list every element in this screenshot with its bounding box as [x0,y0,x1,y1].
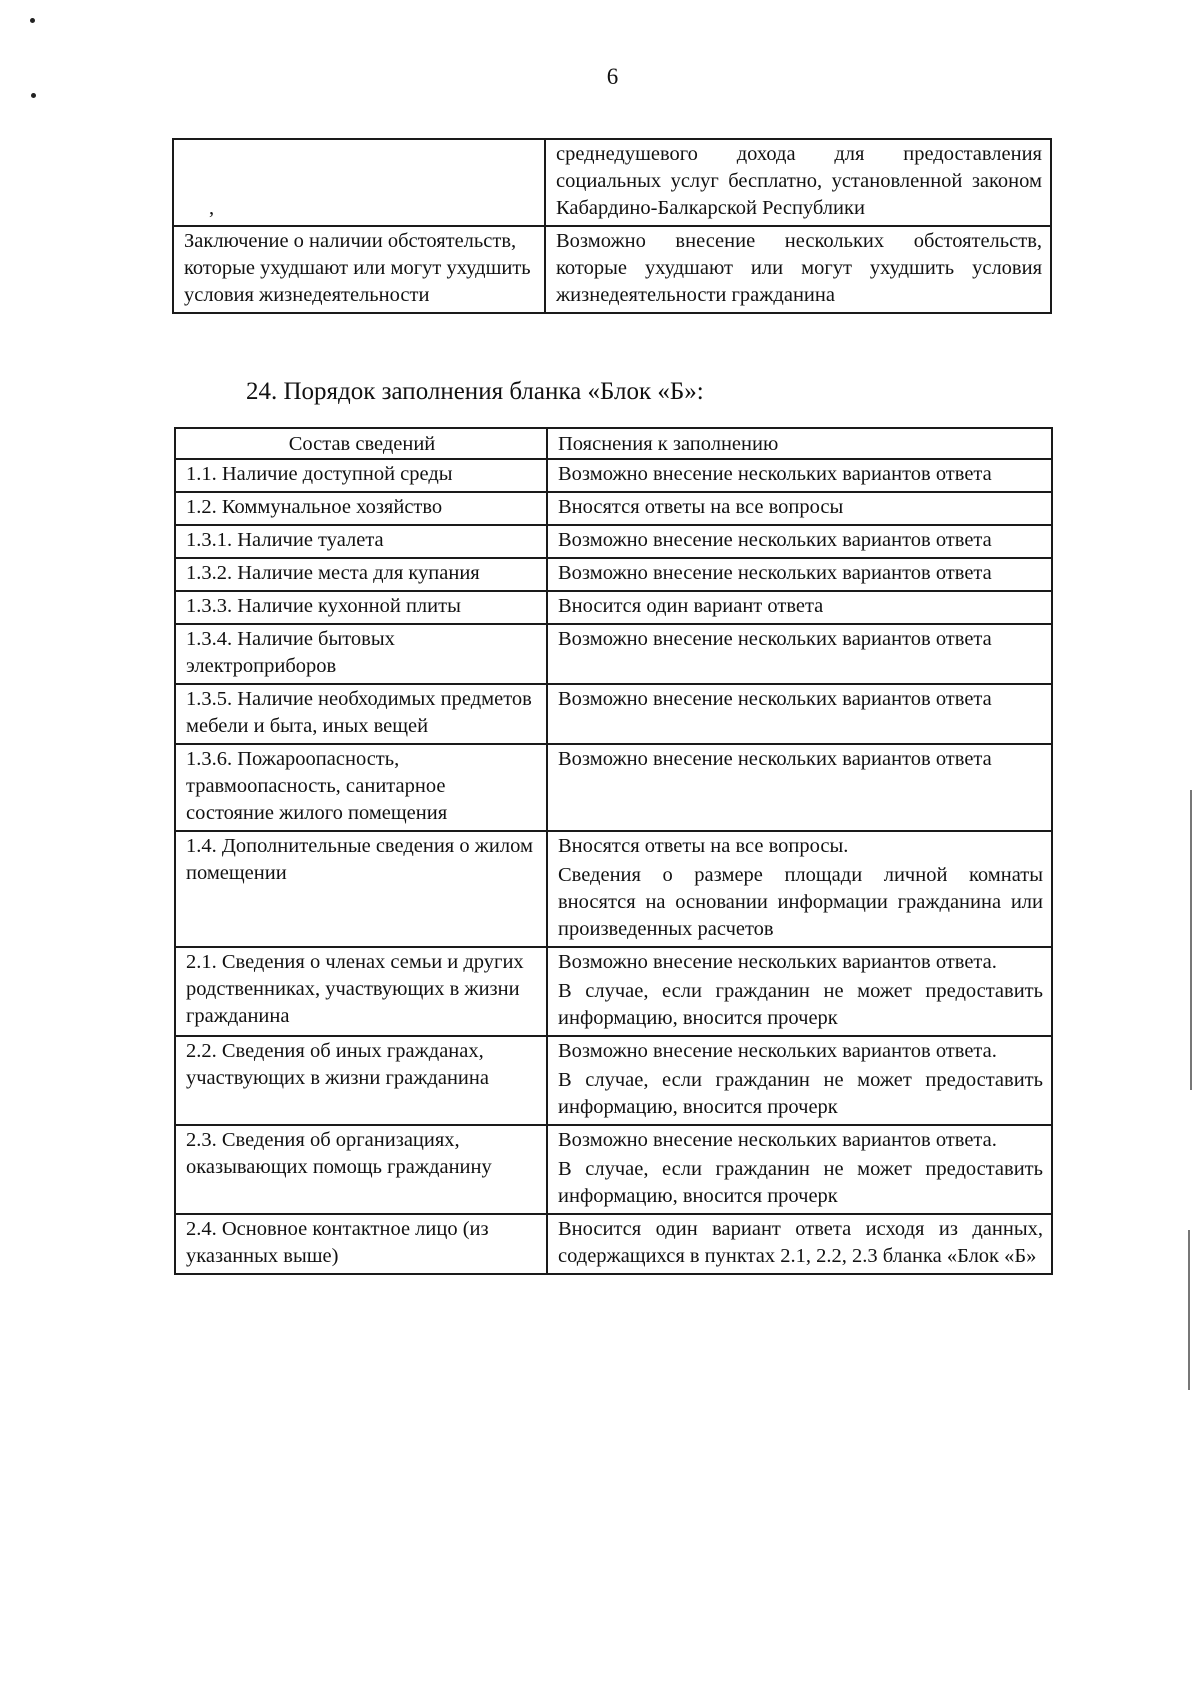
scan-artifact-dot [30,18,35,23]
explanation-paragraph: Возможно внесение нескольких вариантов ответа [558,529,992,551]
explanation-paragraph: Вносятся ответы на все вопросы [558,496,844,518]
table-row [175,624,1052,684]
explanation-paragraph: Возможно внесение нескольких вариантов ответа [558,463,992,485]
scan-artifact-dot [31,93,36,98]
item-label-cell: 1.4. Дополнительные сведения о жилом помещении [175,831,547,947]
item-label-cell: 1.1. Наличие доступной среды [175,459,547,492]
explanation-paragraph: Возможно внесение нескольких вариантов ответа [558,688,992,710]
item-label-cell: 2.2. Сведения об иных гражданах, участвующих в жизни гражданина [175,1036,547,1125]
explanation-paragraph: Возможно внесение нескольких вариантов ответа. [558,1129,997,1151]
table-row [175,831,1052,947]
table-header-row [175,428,1052,459]
row-label-cell: Заключение о наличии обстоятельств, которые ухудшают или могут ухудшить условия жизнедеятельности [173,226,545,313]
explanation-paragraph: Возможно внесение нескольких вариантов ответа [558,562,992,584]
column-header-composition: Состав сведений [175,428,547,459]
row-explanation-cell [545,226,1051,313]
item-label-cell: 1.3.4. Наличие бытовых электроприборов [175,624,547,684]
item-label-cell: 1.3.5. Наличие необходимых предметов мебели и быта, иных вещей [175,684,547,744]
item-explanation-cell [547,684,1052,744]
explanation-paragraph: В случае, если гражданин не может предоставить информацию, вносится прочерк [558,980,1043,1029]
table-row [175,558,1052,591]
explanation-paragraph: Возможно внесение нескольких обстоятельств, которые ухудшают или могут ухудшить условия жизнедеятельности гражданина [556,230,1042,306]
table-row [175,744,1052,831]
item-explanation-cell [547,947,1052,1036]
stray-comma: , [209,197,215,219]
table-row [175,1214,1052,1274]
table-row [175,459,1052,492]
explanation-paragraph: В случае, если гражданин не может предоставить информацию, вносится прочерк [558,1069,1043,1118]
item-label-cell: 1.3.6. Пожароопасность, травмоопасность, санитарное состояние жилого помещения [175,744,547,831]
scan-edge-mark [1190,790,1192,1090]
item-explanation-cell [547,459,1052,492]
explanation-paragraph: Возможно внесение нескольких вариантов ответа [558,748,992,770]
table-row [173,139,1051,226]
item-explanation-cell [547,525,1052,558]
item-explanation-cell [547,1125,1052,1214]
table-row [175,1036,1052,1125]
item-label-cell: 1.3.3. Наличие кухонной плиты [175,591,547,624]
explanation-paragraph: Вносится один вариант ответа исходя из данных, содержащихся в пунктах 2.1, 2.2, 2.3 бланка «Блок «Б» [558,1218,1043,1267]
row-explanation-cell [545,139,1051,226]
explanation-paragraph: Вносятся ответы на все вопросы. [558,835,849,857]
item-label-cell: 1.2. Коммунальное хозяйство [175,492,547,525]
page-number: 6 [606,64,619,89]
scan-edge-mark [1188,1230,1190,1390]
table-row [175,492,1052,525]
explanation-paragraph: Возможно внесение нескольких вариантов ответа. [558,1040,997,1062]
explanation-paragraph: Вносится один вариант ответа [558,595,824,617]
explanation-paragraph: Возможно внесение нескольких вариантов ответа [558,628,992,650]
item-explanation-cell [547,744,1052,831]
item-explanation-cell [547,1036,1052,1125]
item-explanation-cell [547,492,1052,525]
table-row [175,591,1052,624]
table-row [175,684,1052,744]
row-label-cell [173,139,545,226]
item-label-cell: 2.3. Сведения об организациях, оказывающих помощь гражданину [175,1125,547,1214]
item-label-cell: 2.4. Основное контактное лицо (из указанных выше) [175,1214,547,1274]
explanation-paragraph: В случае, если гражданин не может предоставить информацию, вносится прочерк [558,1158,1043,1207]
block-b-table [174,427,1053,1275]
continuation-table [172,138,1052,314]
explanation-paragraph: среднедушевого дохода для предоставления социальных услуг бесплатно, установленной законом Кабардино-Балкарской Республики [556,143,1042,219]
item-label-cell: 1.3.2. Наличие места для купания [175,558,547,591]
item-explanation-cell [547,591,1052,624]
item-explanation-cell [547,558,1052,591]
table-row [175,947,1052,1036]
item-label-cell: 1.3.1. Наличие туалета [175,525,547,558]
column-header-explanations: Пояснения к заполнению [547,428,1052,459]
section-heading: 24. Порядок заполнения бланка «Блок «Б»: [246,378,704,405]
item-explanation-cell [547,1214,1052,1274]
explanation-paragraph: Сведения о размере площади личной комнаты вносятся на основании информации гражданина или произведенных расчетов [558,864,1043,940]
item-explanation-cell [547,624,1052,684]
explanation-paragraph: Возможно внесение нескольких вариантов ответа. [558,951,997,973]
item-explanation-cell [547,831,1052,947]
table-row [173,226,1051,313]
stray-mark [184,141,536,222]
table-row [175,525,1052,558]
item-label-cell: 2.1. Сведения о членах семьи и других родственниках, участвующих в жизни гражданина [175,947,547,1036]
table-row [175,1125,1052,1214]
